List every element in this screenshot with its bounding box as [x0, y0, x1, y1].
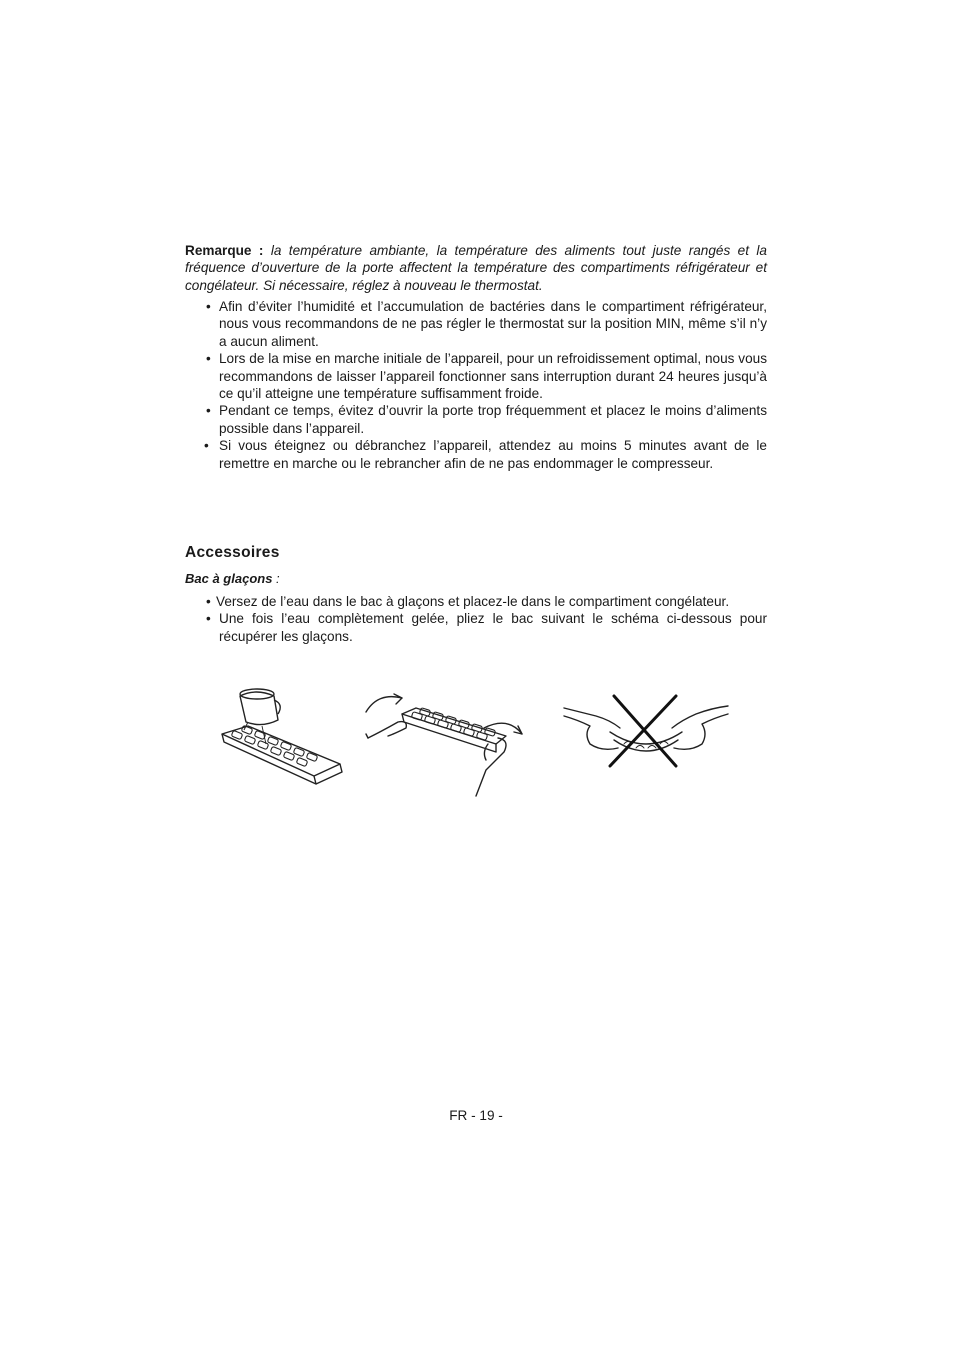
- tips-list: [185, 298, 767, 472]
- bullet-icon: •: [206, 611, 211, 627]
- tip-item: [185, 437, 767, 472]
- tip-text: Si vous éteignez ou débranchez l’appareil, attendez au moins 5 minutes avant de le remettre en marche ou le rebrancher afin de ne pas endommager le compresseur.: [219, 438, 767, 471]
- note-text: la température ambiante, la température des aliments tout juste rangés et la fréquence d’ouverture de la porte affectent la température des compartiments réfrigérateur et congélateur. Si nécessaire, réglez à nouveau le thermostat.: [185, 243, 767, 293]
- bullet-icon: •: [206, 299, 211, 314]
- ice-tray-twisting-illustration: [358, 686, 530, 798]
- tip-item: [185, 350, 767, 402]
- section-heading: Accessoires: [185, 544, 280, 561]
- tip-text: Lors de la mise en marche initiale de l’appareil, pour un refroidissement optimal, nous vous recommandons de laisser l’appareil fonctionner sans interruption durant 24 heures jusqu’à ce qu’il atteigne une température suffisamment froide.: [219, 351, 767, 402]
- subsection-heading: [185, 571, 280, 586]
- note-label: Remarque :: [185, 243, 264, 258]
- subsection-title: Bac à glaçons: [185, 571, 273, 586]
- ice-tray-filling-illustration: [218, 686, 344, 786]
- step-item: [185, 593, 767, 610]
- bullet-icon: •: [206, 594, 211, 609]
- step-item: [185, 610, 767, 645]
- step-text: Versez de l’eau dans le bac à glaçons et placez-le dans le compartiment congélateur.: [216, 594, 730, 609]
- note-paragraph: [185, 242, 767, 294]
- page-number-text: FR - 19 -: [449, 1108, 503, 1123]
- tip-text: Pendant ce temps, évitez d’ouvrir la porte trop fréquemment et placez le moins d’aliments possible dans l’appareil.: [219, 403, 767, 436]
- step-text: Une fois l’eau complètement gelée, pliez le bac suivant le schéma ci-dessous pour récupérer les glaçons.: [219, 611, 767, 644]
- tip-text: Afin d’éviter l’humidité et l’accumulation de bactéries dans le compartiment réfrigérateur, nous vous recommandons de ne pas régler le thermostat sur la position MIN, même s’il n’y a aucun aliment.: [219, 299, 767, 349]
- accessory-steps-list: [185, 593, 767, 645]
- bullet-icon: •: [206, 403, 211, 419]
- tip-item: [185, 298, 767, 350]
- ice-tray-bending-forbidden-illustration: [562, 686, 730, 772]
- tip-item: [185, 402, 767, 437]
- bullet-icon: •: [204, 438, 209, 454]
- subsection-colon: :: [272, 571, 280, 586]
- page-number: [0, 1108, 954, 1123]
- bullet-icon: •: [206, 351, 211, 367]
